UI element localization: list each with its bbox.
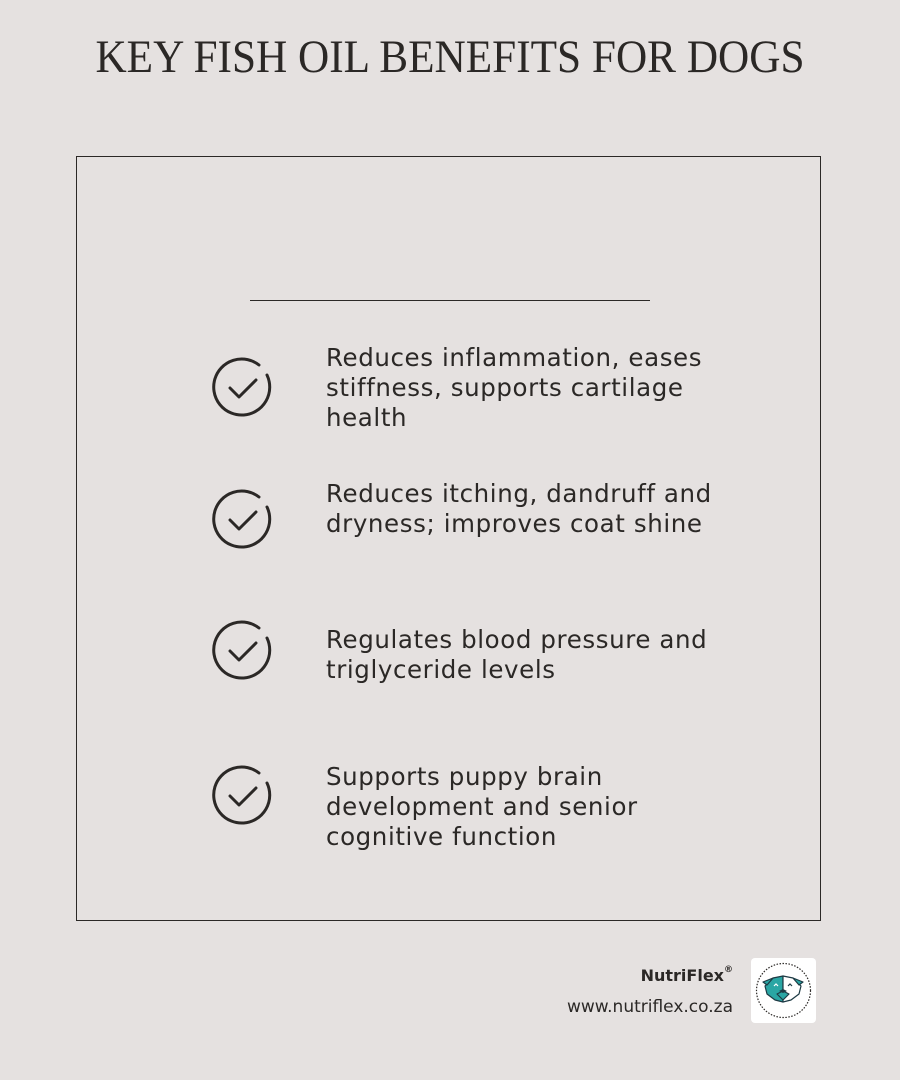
dog-face-logo-icon xyxy=(751,958,816,1023)
brand-website-link[interactable]: www.nutriflex.co.za xyxy=(566,997,733,1017)
benefit-text: Reduces itching, dandruff and dryness; improves coat shine xyxy=(326,479,712,538)
page-title: KEY FISH OIL BENEFITS FOR DOGS xyxy=(95,31,805,83)
check-circle-icon xyxy=(212,357,274,419)
frame-divider xyxy=(250,300,650,301)
brand-logo xyxy=(751,958,816,1023)
check-circle-icon xyxy=(212,489,274,551)
check-circle-icon xyxy=(212,765,274,827)
benefit-text: Supports puppy brain development and senior cognitive function xyxy=(326,762,638,851)
benefit-text: Reduces inflammation, eases stiffness, supports cartilage health xyxy=(326,343,703,432)
benefit-text: Regulates blood pressure and triglyceride levels xyxy=(326,625,708,684)
brand-name: NutriFlex® xyxy=(640,965,733,985)
check-circle-icon xyxy=(212,620,274,682)
